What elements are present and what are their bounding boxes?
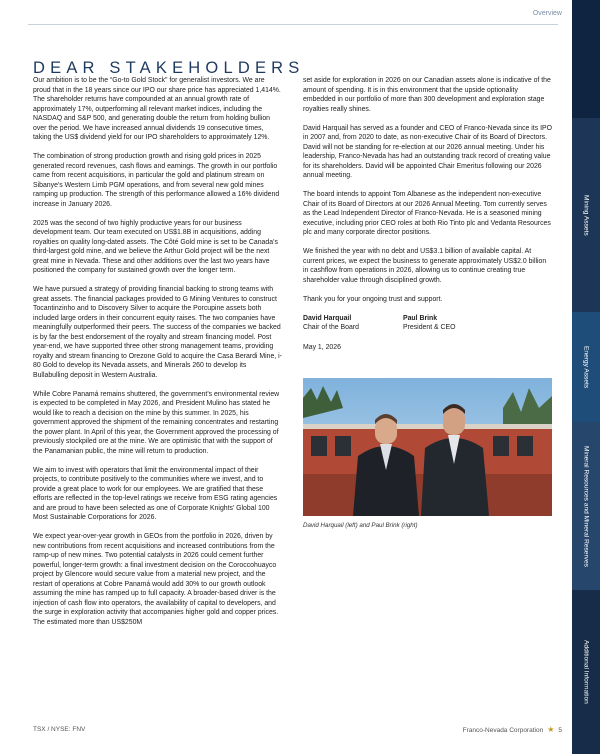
paragraph: We expect year-over-year growth in GEOs from the portfolio in 2026, driven by new contributions from recent acquisitions and increased contributions from the ramp-up of new mines. Two potential catalysts in 2026 could cement further powerful, longer-term growth: a final investment decision on the Coroccohuayco project by Glencore would secure value from a material new project, and the restart of operations at Cobre Panamá would add 30% to our growth outlook assuming the mine has ramped up to full capacity. A broader-based driver is the injection of cash flow into operators, the availability of capital to developers, and the surge in exploration activity that accompanies higher gold and copper prices. The estimated more than US$250M bbox=[33, 533, 279, 626]
star-icon: ★ bbox=[547, 725, 555, 734]
tab-label: Mineral Resources and Mineral Reserves bbox=[582, 445, 590, 567]
letter-date: May 1, 2026 bbox=[303, 343, 341, 351]
executives-photo bbox=[303, 378, 552, 516]
paragraph: We aim to invest with operators that limit the environmental impact of their projects, to contribute positively to the communities where we invest, and to provide a great place to work for our employees. We are gratified that these efforts are reflected in the top-level ratings we receive from ESG rating agencies and are proud to have been selected as one of Corporate Knights’ Global 100 Most Sustainable Corporations for 2026. bbox=[33, 466, 278, 521]
tab-energy-assets[interactable] bbox=[572, 312, 600, 422]
signature-block bbox=[303, 314, 552, 333]
footer-ticker: TSX / NYSE: FNV bbox=[33, 726, 86, 733]
paragraph: We finished the year with no debt and US$3.1 billion of available capital. At current prices, we expect the business to generate approximately US$2.0 billion in cashflow from operations in 2026, allowing us to continue creating true shareholder value through disciplined growth. bbox=[303, 248, 547, 284]
tab-label: Additional Information bbox=[582, 640, 590, 704]
left-column bbox=[33, 76, 282, 637]
section-sidebar bbox=[572, 0, 600, 754]
paragraph: set aside for exploration in 2026 on our Canadian assets alone is indicative of the amount of spending. It is in this environment that the upside optionality embedded in our portfolio of more than 300 development and exploration stage royalties really shines. bbox=[303, 77, 551, 113]
signatory-name: Paul Brink bbox=[403, 314, 438, 322]
tab-mineral-resources[interactable] bbox=[572, 422, 600, 590]
section-label: Overview bbox=[532, 10, 562, 17]
paragraph: Thank you for your ongoing trust and support. bbox=[303, 295, 443, 303]
paragraph: We have pursued a strategy of providing financial backing to strong teams with great assets. The financial packages provided to G Mining Ventures to construct Tocantinzinho and to Discovery Silver to acquire the Porcupine assets both included large orders in their concurrent equity raises. The two companies have meaningfully outperformed their peers. The success of the companies we backed is by far the best endorsement of the royalty and stream financing model. Post year-end, we have supported three other strong management teams, providing royalty and stream financing to Orezone Gold to acquire the Casa Berardi Mine, i-80 Gold to develop its Nevada assets, and Minerals 260 to develop its Bullabulling deposit in Western Australia. bbox=[33, 286, 282, 379]
right-column bbox=[303, 76, 552, 352]
page-title: DEAR STAKEHOLDERS bbox=[33, 59, 305, 78]
paragraph: Our ambition is to be the “Go-to Gold Stock” for generalist investors. We are proud that in the 18 years since our IPO our share price has appreciated 1,414%. The shareholder returns have compounded at an annual growth rate of approximately 17%, outperforming all relevant market indices, including the NASDAQ and S&P 500, and generating double the return from holding bullion over the period. We have increased annual dividends 19 consecutive times, taking the US$ dividend yield for our IPO shareholders to approximately 12%. bbox=[33, 77, 281, 141]
paragraph: While Cobre Panamá remains shuttered, the government’s environmental review is expected to be completed in May 2026, and President Mulino has stated he would like to reach a decision on the mine by this summer. In 2025, his government approved the shipment of the remaining concentrates and restarting the power plant. In April of this year, the Government approved the processing of previously stockpiled ore at the mine. We are optimistic that with the support of the Panamanian public, the mine will return to production. bbox=[33, 390, 280, 455]
signatory-role: President & CEO bbox=[403, 324, 456, 331]
tab-additional-information[interactable] bbox=[572, 590, 600, 754]
tab-label: Energy Assets bbox=[582, 345, 590, 389]
tab-mining-assets[interactable] bbox=[572, 118, 600, 312]
signatory bbox=[303, 314, 403, 333]
paragraph: The combination of strong production growth and rising gold prices in 2025 generated record revenues, cash flows and earnings. The growth in our portfolio came from recent acquisitions, in particular the gold and platinum stream on Sibanye’s Western Limb PGM operations, and from several new gold mines ramping up production. The strength of this performance allowed a 16% dividend increase in January 2026. bbox=[33, 153, 280, 208]
tab-label: Mining Assets bbox=[582, 194, 590, 236]
paragraph: The board intends to appoint Tom Albanese as the independent non-executive Chair of its Board of Directors at our 2026 Annual Meeting. Tom currently serves as the Lead Independent Director of Franco-Nevada. He is a seasoned mining executive, including prior CEO roles at both Rio Tinto plc and Vedanta Resources plc and many corporate director positions. bbox=[303, 191, 551, 236]
paragraph: 2025 was the second of two highly productive years for our business development team. Our team executed on US$1.8B in acquisitions, adding royalties on quality long-dated assets. The Côté Gold mine is set to be Canada’s third-largest gold mine, and we believe the Arthur Gold project will be the next great mine in Nevada. These and other additions over the last two years have positioned the company for sustained growth over the longer term. bbox=[33, 219, 278, 274]
signatory-role: Chair of the Board bbox=[303, 324, 359, 331]
signatory bbox=[403, 314, 503, 333]
sidebar-top-block bbox=[572, 0, 600, 118]
company-name: Franco-Nevada Corporation bbox=[462, 726, 544, 734]
footer-company bbox=[463, 726, 562, 734]
header-divider bbox=[28, 24, 558, 25]
paragraph: David Harquail has served as a founder and CEO of Franco-Nevada since its IPO in 2007 and, from 2020 to date, as non-executive Chair of its Board of Directors. David will not be standing for re-election at our 2026 annual meeting. Under his leadership, Franco-Nevada has had an outstanding track record of creating value for its shareholders. David will be appointed Chair Emeritus following our 2026 annual meeting. bbox=[303, 124, 552, 179]
signatory-name: David Harquail bbox=[303, 314, 352, 322]
photo-caption: David Harquail (left) and Paul Brink (right) bbox=[303, 522, 418, 529]
page-number: 5 bbox=[558, 726, 562, 734]
